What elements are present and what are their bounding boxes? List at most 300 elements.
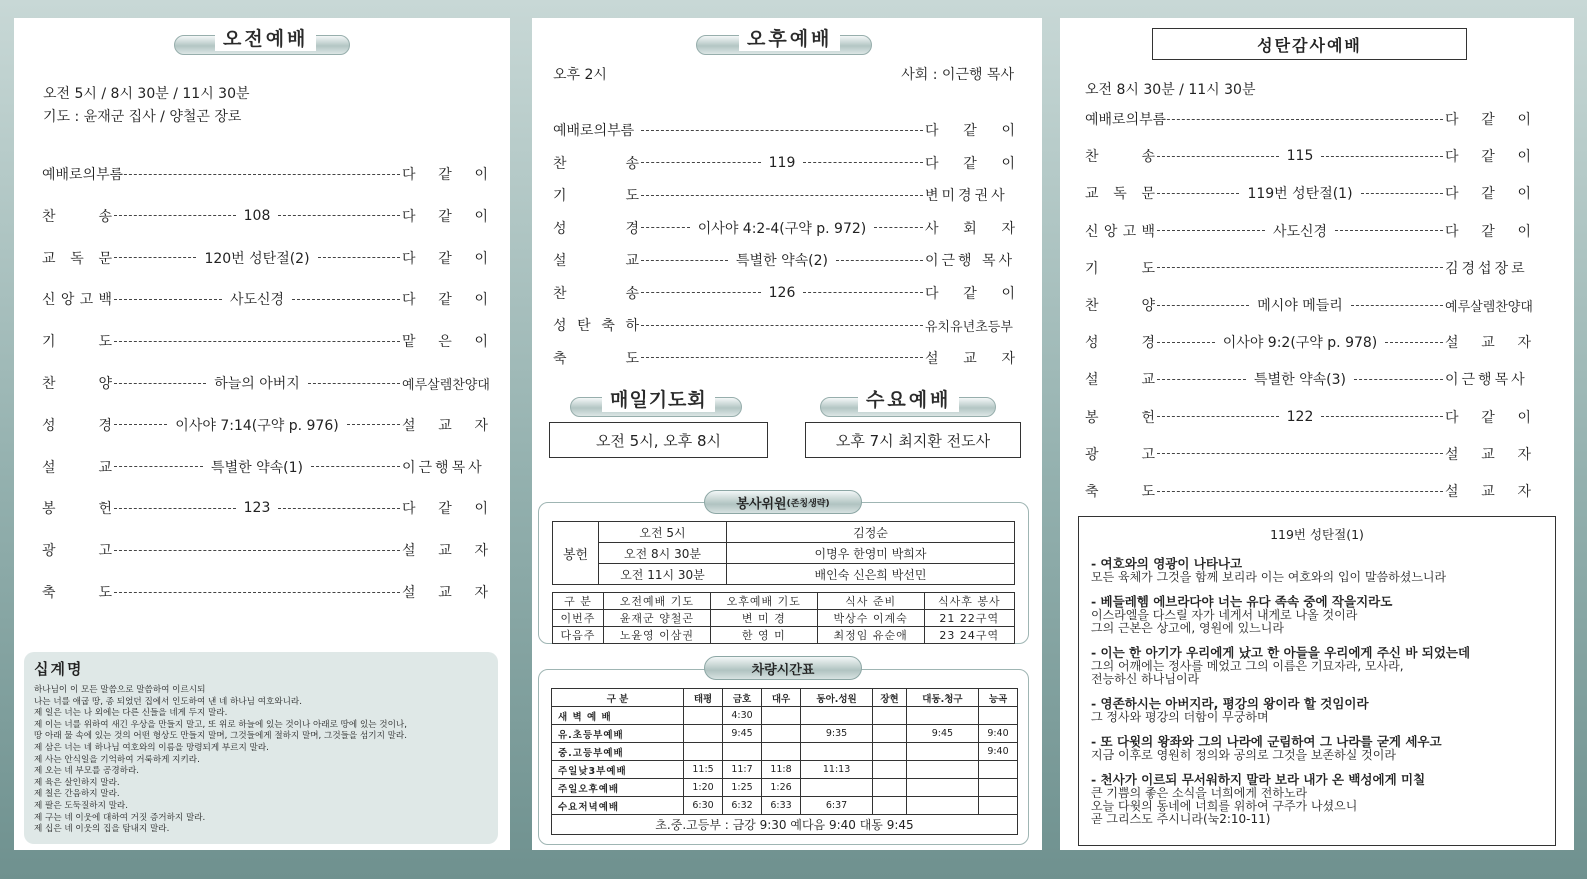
order-label — [553, 250, 639, 270]
verse-line: 모든 육체가 그것을 함께 보리라 이는 여호와의 입이 말씀하셨느니라 — [1091, 570, 1447, 584]
order-performer — [925, 348, 1015, 368]
leader-dots — [114, 257, 196, 258]
bus-cell: 6:37 — [801, 797, 873, 815]
bus-cell: 6:32 — [723, 797, 762, 815]
order-row — [553, 315, 1015, 335]
bus-cell: 1:25 — [723, 779, 762, 797]
order-performer — [925, 250, 1015, 270]
bus-cell: 11:7 — [723, 761, 762, 779]
bus-header: 구 분 — [552, 689, 684, 707]
order-row — [42, 206, 488, 226]
leader-dots — [114, 215, 236, 216]
leader-dots — [641, 227, 690, 228]
commandment-line: 제 십은 네 이웃의 집을 탐내지 말라. — [34, 824, 170, 835]
commandment-line: 제 일은 너는 나 외에는 다른 신들을 네게 두지 말라. — [34, 708, 228, 719]
order-detail: 123 — [243, 500, 271, 517]
order-label — [42, 582, 112, 602]
bus-cell: 11:5 — [684, 761, 723, 779]
commandment-line: 제 사는 안식일을 기억하여 거룩하게 지키라. — [34, 754, 200, 765]
order-performer-text: 설 교 자 — [1445, 484, 1531, 500]
order-detail: 이사야 7:14(구약 p. 976) — [175, 417, 339, 434]
order-label — [553, 185, 639, 205]
commandment-line: 제 칠은 간음하지 말라. — [34, 789, 120, 800]
bus-cell: 9:40 — [978, 725, 1017, 743]
volunteer-cell: 다음주 — [553, 627, 604, 644]
morning-title: 오전예배 — [215, 27, 316, 51]
verse-block — [1091, 646, 1543, 686]
order-label — [42, 540, 112, 560]
volunteers-badge — [704, 490, 862, 514]
leader-dots — [1321, 416, 1443, 417]
volunteer-cell: 박상수 이계숙 — [817, 610, 924, 627]
order-label-text: 기 도 — [553, 188, 639, 204]
verse-line: 전능하신 하나님이라 — [1091, 672, 1200, 686]
leader-dots — [641, 292, 761, 293]
order-label — [553, 120, 639, 140]
bus-cell — [873, 797, 907, 815]
order-performer-text: 다 같 이 — [1445, 223, 1532, 240]
order-performer — [925, 153, 1015, 173]
order-row — [553, 250, 1015, 270]
leader-dots — [1157, 491, 1443, 492]
order-detail: 119번 성탄절(1) — [1247, 186, 1353, 203]
leader-dots — [874, 227, 923, 228]
order-detail: 사도신경 — [1272, 223, 1328, 240]
bus-cell — [684, 725, 723, 743]
leader-dots — [803, 292, 923, 293]
afternoon-time: 오후 2시 — [553, 67, 607, 83]
leader-dots — [1157, 119, 1443, 120]
commandment-line: 제 팔은 도둑질하지 말라. — [34, 800, 128, 811]
order-detail: 122 — [1286, 408, 1314, 425]
order-detail: 108 — [243, 207, 271, 224]
order-performer-text: 다 같 이 — [402, 292, 489, 309]
verse-block — [1091, 557, 1543, 584]
commandment-line: 땅 아래 물 속에 있는 것의 어떤 형상도 만들지 말며, 그것들에게 절하지 말며, 그것들을 섬기지 말라. — [34, 731, 407, 742]
order-label-text: 설 교 — [42, 459, 112, 476]
verse-block — [1091, 735, 1543, 762]
leader-dots — [641, 357, 923, 358]
order-row — [1085, 407, 1531, 427]
commandment-line: 제 이는 너를 위하여 새긴 우상을 만들지 말고, 또 위로 하늘에 있는 것이나 아래로 땅에 있는 것이나, — [34, 719, 407, 730]
bus-row — [552, 779, 1018, 797]
order-detail: 120번 성탄절(2) — [204, 250, 310, 267]
order-label-text: 찬 송 — [1085, 149, 1155, 166]
order-performer-text: 설 교 자 — [402, 543, 488, 560]
bus-cell — [873, 761, 907, 779]
bus-header: 대우 — [762, 689, 801, 707]
verse-line: 그 정사와 평강의 더함이 무궁하며 — [1091, 710, 1269, 724]
order-label — [553, 153, 639, 173]
commandments-lines — [34, 685, 488, 836]
offering-time: 오전 8시 30분 — [599, 543, 727, 564]
order-row — [553, 120, 1015, 140]
order-performer-text: 김경섭장로 — [1445, 260, 1528, 277]
order-performer-text: 예루살렘찬양대 — [1445, 299, 1533, 315]
order-performer-text: 유치유년초등부 — [925, 319, 1013, 335]
bus-cell — [978, 797, 1017, 815]
offering-row — [553, 564, 1015, 585]
offering-table — [552, 521, 1015, 585]
order-performer-text: 다 같 이 — [925, 285, 1016, 302]
bus-cell: 4:30 — [723, 707, 762, 725]
order-label — [42, 415, 112, 435]
leader-dots — [803, 162, 923, 163]
leader-dots — [641, 325, 923, 326]
order-row — [42, 415, 488, 435]
bus-cell: 9:35 — [801, 725, 873, 743]
verse-heading: - 천사가 이르되 무서워하지 말라 보라 내가 온 백성에게 미칠 — [1091, 772, 1426, 787]
offering-row — [553, 543, 1015, 564]
order-label-text: 설 교 — [1085, 372, 1155, 389]
order-label — [1085, 444, 1155, 464]
volunteer-cell: 21 22구역 — [924, 610, 1014, 627]
bus-cell — [801, 743, 873, 761]
order-label — [1085, 258, 1155, 278]
bus-cell — [978, 707, 1017, 725]
order-row — [42, 289, 488, 309]
bus-footer: 초.중.고등부 : 금강 9:30 예다음 9:40 대동 9:45 — [552, 815, 1018, 835]
volunteer-row — [553, 627, 1015, 644]
verse-line: 그의 근본은 상고에, 영원에 있느니라 — [1091, 621, 1284, 635]
order-performer — [402, 582, 488, 602]
leader-dots — [292, 299, 400, 300]
order-row — [42, 164, 488, 184]
order-performer — [1445, 444, 1531, 464]
order-detail: 특별한 약속(3) — [1254, 372, 1346, 389]
order-row — [1085, 444, 1531, 464]
volunteer-header: 식사 준비 — [817, 593, 924, 610]
leader-dots — [1335, 230, 1443, 231]
order-performer-text: 다 같 이 — [402, 167, 488, 183]
leader-dots — [278, 215, 400, 216]
order-performer — [402, 374, 488, 393]
order-label-text: 기 도 — [1085, 260, 1155, 277]
bus-header: 금호 — [723, 689, 762, 707]
leader-dots — [1351, 305, 1443, 306]
afternoon-host: 사회 : 이근행 목사 — [901, 67, 1014, 83]
leader-dots — [641, 162, 761, 163]
order-label — [42, 248, 112, 268]
verse-line: 지금 이후로 영원히 정의와 공의로 그것을 보존하실 것이라 — [1091, 748, 1396, 762]
verse-line: 이스라엘을 다스릴 자가 네게서 내게로 나올 것이라 — [1091, 608, 1358, 622]
order-performer — [1445, 369, 1531, 389]
order-detail: 이사야 9:2(구약 p. 978) — [1222, 335, 1378, 352]
bus-row — [552, 725, 1018, 743]
volunteers-title: 봉사위원 — [736, 496, 787, 512]
offering-names: 김정순 — [727, 522, 1015, 543]
order-performer — [1445, 481, 1531, 501]
verse-block — [1091, 595, 1543, 635]
volunteer-cell: 한 영 미 — [710, 627, 817, 644]
order-label — [1085, 295, 1155, 315]
bus-cell — [906, 707, 978, 725]
order-label-text: 찬 송 — [553, 155, 639, 172]
order-label-text: 봉 헌 — [42, 501, 112, 518]
order-row — [1085, 183, 1531, 203]
order-label — [1085, 183, 1155, 203]
order-performer — [1445, 258, 1531, 278]
bus-header: 태평 — [684, 689, 723, 707]
order-row — [42, 582, 488, 602]
bus-cell: 수요저녁예배 — [552, 797, 684, 815]
volunteers-table — [552, 592, 1015, 644]
order-label-text: 신 앙 고 백 — [42, 292, 112, 309]
leader-dots — [114, 592, 400, 593]
order-detail: 이사야 4:2-4(구약 p. 972) — [697, 220, 867, 237]
bus-cell — [801, 707, 873, 725]
order-label-text: 광 고 — [1085, 446, 1155, 463]
verse-line: 그의 어깨에는 정사를 메었고 그의 이름은 기묘자라, 모사라, — [1091, 659, 1404, 673]
order-label-text: 축 도 — [553, 350, 639, 367]
bus-cell — [906, 797, 978, 815]
order-label — [42, 457, 112, 477]
order-label — [1085, 407, 1155, 427]
bus-badge — [704, 656, 862, 680]
offering-time: 오전 5시 — [599, 522, 727, 543]
bus-cell: 11:13 — [801, 761, 873, 779]
bus-cell: 1:20 — [684, 779, 723, 797]
leader-dots — [1321, 156, 1443, 157]
volunteer-cell: 이번주 — [553, 610, 604, 627]
bus-cell: 11:8 — [762, 761, 801, 779]
leader-dots — [278, 508, 400, 509]
verse-heading: - 베들레헴 에브라다야 너는 유다 족속 중에 작을지라도 — [1091, 594, 1393, 609]
offering-label: 봉헌 — [553, 522, 599, 585]
offering-row — [553, 522, 1015, 543]
bus-cell — [873, 779, 907, 797]
order-performer — [925, 283, 1015, 303]
order-label — [1085, 481, 1155, 501]
order-detail: 115 — [1286, 148, 1314, 165]
volunteer-cell: 노윤영 이삼권 — [603, 627, 710, 644]
order-label — [42, 289, 112, 309]
leader-dots — [114, 466, 203, 467]
order-performer — [925, 185, 1015, 205]
bus-table — [551, 688, 1018, 835]
bus-cell: 1:26 — [762, 779, 801, 797]
order-performer — [1445, 109, 1531, 129]
bus-row — [552, 761, 1018, 779]
leader-dots — [114, 383, 206, 384]
afternoon-service-panel — [532, 18, 1042, 850]
order-row — [1085, 481, 1531, 501]
commandment-line: 제 삼은 너는 네 하나님 여호와의 이름을 망령되게 부르지 말라. — [34, 742, 269, 753]
order-label-text: 찬 양 — [42, 376, 112, 392]
order-performer — [1445, 407, 1531, 427]
leader-dots — [836, 260, 923, 261]
order-performer-text: 맡 은 이 — [402, 334, 488, 351]
leader-dots — [1354, 379, 1443, 380]
order-row — [42, 331, 488, 351]
offering-names: 이명우 한영미 박희자 — [727, 543, 1015, 564]
verse-heading: - 또 다윗의 왕좌와 그의 나라에 군림하여 그 나라를 굳게 세우고 — [1091, 734, 1442, 749]
commandment-line: 하나님이 이 모든 말씀으로 말씀하여 이르시되 — [34, 685, 206, 695]
order-performer-text: 다 같 이 — [1445, 409, 1532, 426]
leader-dots — [1385, 342, 1443, 343]
verse-line: 곧 그리스도 주시니라(눅2:10-11) — [1091, 812, 1271, 826]
bus-cell — [723, 743, 762, 761]
bus-cell — [873, 743, 907, 761]
leader-dots — [114, 341, 400, 342]
leader-dots — [308, 383, 400, 384]
order-performer-text: 이근행목사 — [1445, 372, 1528, 389]
order-row — [1085, 146, 1531, 166]
volunteer-cell: 변 미 경 — [710, 610, 817, 627]
order-performer — [402, 289, 488, 309]
order-performer — [402, 540, 488, 560]
order-performer-text: 설 교 자 — [402, 417, 488, 434]
volunteer-header: 식사후 봉사 — [924, 593, 1014, 610]
order-detail: 특별한 약속(2) — [736, 253, 828, 269]
order-label — [1085, 332, 1155, 352]
order-label-text: 예배로의부름 — [42, 167, 124, 183]
order-performer — [1445, 146, 1531, 166]
bus-cell — [906, 761, 978, 779]
christmas-title-box — [1152, 28, 1467, 60]
order-performer — [402, 498, 488, 518]
volunteer-header: 오전예배 기도 — [603, 593, 710, 610]
order-label-text: 축 도 — [42, 585, 112, 601]
order-row — [1085, 258, 1531, 278]
order-performer — [402, 415, 488, 435]
volunteer-cell: 23 24구역 — [924, 627, 1014, 644]
volunteer-cell: 최정임 유순애 — [817, 627, 924, 644]
verse-heading: - 영존하시는 아버지라, 평강의 왕이라 할 것임이라 — [1091, 696, 1369, 711]
order-performer-text: 다 같 이 — [925, 123, 1015, 139]
order-label-text: 예배로의부름 — [1085, 112, 1167, 128]
leader-dots — [641, 195, 923, 196]
leader-dots — [1157, 342, 1215, 343]
afternoon-title: 오후예배 — [739, 27, 840, 51]
volunteer-header: 오후예배 기도 — [710, 593, 817, 610]
order-performer-text: 다 같 이 — [1445, 112, 1531, 128]
bus-cell — [978, 761, 1017, 779]
order-detail: 메시야 메들리 — [1257, 298, 1343, 314]
commandments-title: 십계명 — [34, 660, 84, 678]
bus-cell — [762, 725, 801, 743]
order-performer-text: 예루살렘찬양대 — [402, 377, 490, 393]
bus-cell: 6:33 — [762, 797, 801, 815]
order-performer — [402, 164, 488, 184]
order-label — [1085, 146, 1155, 166]
order-performer — [402, 206, 488, 226]
wednesday-title: 수요예배 — [858, 388, 959, 412]
order-performer — [925, 316, 1015, 335]
order-row — [42, 248, 488, 268]
order-row — [1085, 109, 1531, 129]
order-label-text: 찬 송 — [553, 285, 639, 302]
order-label — [553, 315, 639, 335]
order-performer-text: 설 교 자 — [1445, 446, 1531, 463]
order-label — [42, 498, 112, 518]
order-detail: 119 — [768, 154, 796, 171]
order-row — [553, 218, 1015, 238]
leader-dots — [1157, 305, 1249, 306]
leader-dots — [318, 257, 400, 258]
leader-dots — [114, 299, 222, 300]
order-label-text: 광 고 — [42, 543, 112, 560]
verse-line: 오늘 다윗의 동네에 너희를 위하여 구주가 나셨으니 — [1091, 799, 1358, 813]
order-performer-text: 다 같 이 — [1445, 186, 1532, 203]
commandment-line: 제 구는 네 이웃에 대하여 거짓 증거하지 말라. — [34, 812, 206, 823]
order-row — [42, 373, 488, 393]
order-label — [553, 348, 639, 368]
daily-prayer-time: 오전 5시, 오후 8시 — [549, 422, 768, 458]
order-label — [1085, 221, 1155, 241]
bus-row — [552, 797, 1018, 815]
bus-cell — [873, 725, 907, 743]
bus-cell — [762, 743, 801, 761]
bus-title: 차량시간표 — [751, 662, 815, 678]
order-label-text: 축 도 — [1085, 484, 1155, 500]
order-label-text: 예배로의부름 — [553, 123, 635, 139]
order-row — [553, 185, 1015, 205]
order-label-text: 찬 송 — [42, 208, 112, 225]
verse-heading: - 이는 한 아기가 우리에게 났고 한 아들을 우리에게 주신 바 되었는데 — [1091, 645, 1471, 660]
order-row — [42, 457, 488, 477]
responsive-title: 119번 성탄절(1) — [1270, 527, 1364, 542]
leader-dots — [311, 466, 400, 467]
christmas-title: 성탄감사예배 — [1257, 35, 1362, 55]
order-row — [1085, 332, 1531, 352]
order-row — [42, 540, 488, 560]
order-row — [553, 283, 1015, 303]
order-performer-text: 변미경권사 — [925, 188, 1008, 204]
order-label-text: 신 앙 고 백 — [1085, 223, 1155, 240]
leader-dots — [347, 424, 400, 425]
leader-dots — [114, 550, 400, 551]
volunteer-row — [553, 610, 1015, 627]
order-label-text: 성 경 — [1085, 335, 1155, 352]
order-detail: 126 — [768, 284, 796, 301]
bus-cell: 9:45 — [723, 725, 762, 743]
order-performer-text: 이근행목사 — [402, 459, 485, 476]
order-label — [42, 206, 112, 226]
order-label-text: 찬 양 — [1085, 298, 1155, 314]
order-label-text: 봉 헌 — [1085, 409, 1155, 426]
order-label-text: 성 경 — [553, 220, 639, 237]
bus-cell — [906, 743, 978, 761]
order-row — [553, 348, 1015, 368]
bus-header: 능곡 — [978, 689, 1017, 707]
volunteers-title-note: (존칭생략) — [786, 498, 830, 509]
order-label — [42, 331, 112, 351]
order-row — [42, 498, 488, 518]
commandment-line: 제 육은 살인하지 말라. — [34, 777, 120, 788]
daily-prayer-title: 매일기도회 — [602, 388, 715, 412]
bus-row — [552, 743, 1018, 761]
bus-cell — [978, 779, 1017, 797]
order-label-text: 성 경 — [42, 417, 112, 434]
order-performer-text: 다 같 이 — [402, 501, 489, 518]
bus-cell: 9:45 — [906, 725, 978, 743]
commandment-line: 나는 너를 애굽 땅, 종 되었던 집에서 인도하여 낸 네 하나님 여호와니라. — [34, 696, 302, 707]
responsive-reading-box — [1078, 516, 1556, 846]
order-label-text: 성 탄 축 하 — [553, 318, 639, 334]
order-detail: 하늘의 아버지 — [214, 376, 300, 392]
order-label — [1085, 369, 1155, 389]
order-label-text: 교 독 문 — [42, 250, 112, 267]
christmas-times: 오전 8시 30분 / 11시 30분 — [1085, 82, 1256, 98]
order-performer-text: 다 같 이 — [1445, 149, 1532, 166]
order-label — [1085, 109, 1167, 129]
verse-block — [1091, 697, 1543, 724]
verse-block — [1091, 773, 1543, 826]
volunteer-cell: 윤재군 양철곤 — [603, 610, 710, 627]
bus-row — [552, 707, 1018, 725]
leader-dots — [114, 508, 236, 509]
